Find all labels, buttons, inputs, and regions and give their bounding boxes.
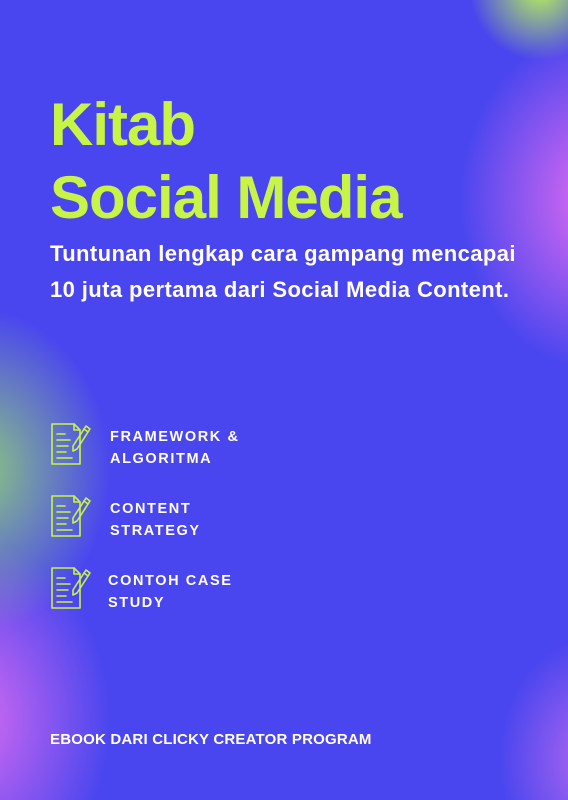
feature-item-content-strategy [48,492,348,542]
feature-item-framework [48,420,348,470]
document-pen-icon [48,492,92,540]
feature-label: FRAMEWORK & ALGORITMA [110,429,240,467]
feature-item-case-study [48,564,348,614]
document-pen-icon [48,564,92,612]
feature-label: CONTOH CASE STUDY [108,573,233,611]
book-subtitle: Tuntunan lengkap cara gampang mencapai 10 juta pertama dari Social Media Content. [50,241,516,302]
document-pen-icon [48,420,92,468]
title-line-2: Social Media [50,164,402,231]
feature-label: CONTENT STRATEGY [110,501,201,539]
title-line-1: Kitab [50,91,195,158]
publisher-footer: EBOOK DARI CLICKY CREATOR PROGRAM [50,731,372,748]
book-title [50,88,401,234]
